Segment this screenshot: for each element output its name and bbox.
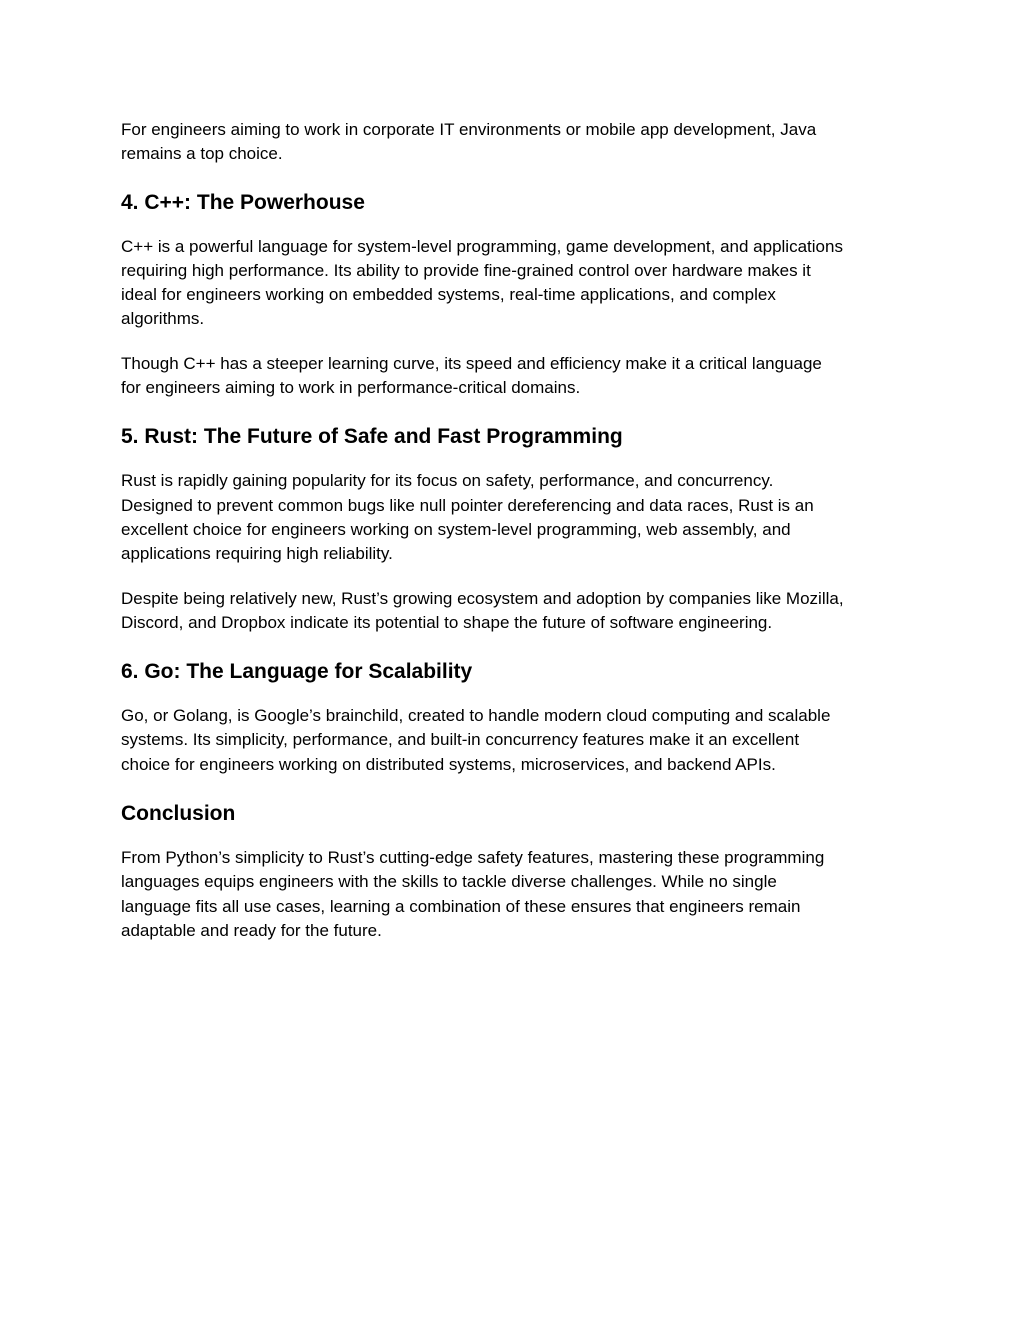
go-paragraph-1: Go, or Golang, is Google’s brainchild, created to handle modern cloud computing and scalable systems. Its simplicity, performance, and built-in concurrency features make it an excellent choice for engineers working on distributed systems, microservices, and backend APIs. [121,706,831,774]
section-heading-rust: 5. Rust: The Future of Safe and Fast Programming [121,425,623,449]
intro-paragraph: For engineers aiming to work in corporate IT environments or mobile app development, Java remains a top choice. [121,120,817,164]
cpp-paragraph-1: C++ is a powerful language for system-level programming, game development, and applications requiring high performance. Its ability to provide fine-grained control over hardware makes it ideal for engineers working on embedded systems, real-time applications, and complex algorithms. [121,236,843,329]
rust-paragraph-1: Rust is rapidly gaining popularity for its focus on safety, performance, and concurrency. Designed to prevent common bugs like null pointer dereferencing and data races, Rust is an excellent choice for engineers working on system-level programming, web assembly, and applications requiring high reliability. [121,471,814,564]
conclusion-paragraph: From Python’s simplicity to Rust’s cutting-edge safety features, mastering these programming languages equips engineers with the skills to tackle diverse challenges. While no single language fits all use cases, learning a combination of these ensures that engineers remain adaptable and ready for the future. [121,848,825,940]
cpp-paragraph-2: Though C++ has a steeper learning curve, its speed and efficiency make it a critical language for engineers aiming to work in performance-critical domains. [121,353,822,398]
section-heading-conclusion: Conclusion [121,802,236,826]
rust-paragraph-2: Despite being relatively new, Rust’s growing ecosystem and adoption by companies like Mozilla, Discord, and Dropbox indicate its potential to shape the future of software engineering. [121,588,844,632]
section-heading-go: 6. Go: The Language for Scalability [121,660,473,684]
document-page [121,118,911,943]
section-heading-cpp: 4. C++: The Powerhouse [121,190,365,214]
